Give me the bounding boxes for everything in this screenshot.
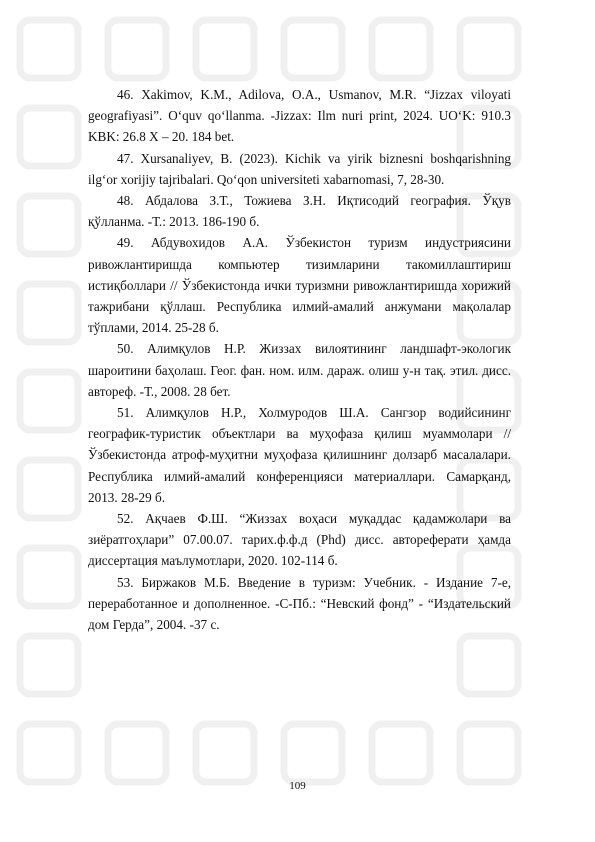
reference-item <box>88 508 511 572</box>
reference-item <box>88 148 511 190</box>
reference-number: 48. <box>117 193 134 209</box>
reference-number: 52. <box>117 511 134 527</box>
reference-number: 46. <box>117 87 134 102</box>
reference-number: 51. <box>117 405 134 421</box>
reference-text: Биржаков М.Б. Введение в туризм: Учебник. - Издание 7-е, переработанное и дополненное. -С-Пб.: “Невский фонд” - “Издательский дом Герда”, 2004. -37 с. <box>88 574 511 633</box>
reference-number: 50. <box>117 341 134 357</box>
reference-text: Xakimov, K.M., Adilova, O.A., Usmanov, M.R. “Jizzax viloyati geografiyasi”. O‘quv qo‘llanma. -Jizzax: Ilm nuri print, 2024. UO‘K: 910.3 KBK: 26.8 X – 20. 184 bet. <box>88 87 511 145</box>
page-number: 109 <box>289 780 306 792</box>
reference-item <box>88 338 511 402</box>
reference-text: Ақчаев Ф.Ш. “Жиззах воҳаси муқаддас қадамжолари ва зиёратгоҳлари” 07.00.07. тарих.ф.ф.д (Phd) дисс. автореферати ҳамда диссертация маълумотлари, 2020. 102-114 б. <box>88 511 512 569</box>
reference-number: 49. <box>117 235 134 251</box>
reference-text: Алимқулов Н.Р., Холмуродов Ш.А. Сангзор водийсининг географик-туристик объектлари ва муҳофаза қилиш муаммолари // Ўзбекистонда атроф-муҳитни муҳофаза қилишнинг долзарб масалалари. Республика илмий-амалий конференцияси материаллари. Самарқанд, 2013. 28-29 б. <box>88 405 512 505</box>
reference-number: 53. <box>117 574 134 590</box>
reference-text: Абдувохидов А.А. Ўзбекистон туризм индустриясини ривожлантиришда компьютер тизимларини такомиллаштириш истиқболлари // Ўзбекистонда ички туризмни ривожлантиришда хорижий тажрибани қўллаш. Республика илмий-амалий анжумани мақолалар тўплами, 2014. 25-28 б. <box>88 235 511 336</box>
reference-number: 47. <box>117 150 134 166</box>
reference-item <box>88 84 511 148</box>
reference-text: Алимқулов Н.Р. Жиззах вилоятининг ландшафт-экологик шароитини баҳолаш. Геог. фан. ном. илм. дараж. олиш у-н тақ. этил. дисс. автореф. -Т., 2008. 28 бет. <box>88 341 511 399</box>
reference-text: Абдалова З.Т., Тожиева З.Н. Иқтисодий география. Ўқув қўлланма. -Т.: 2013. 186-190 б. <box>88 193 511 230</box>
reference-text: Xursanaliyev, B. (2023). Kichik va yirik biznesni boshqarishning ilg‘or xorijiy tajribalari. Qo‘qon universiteti xabarnomasi, 7, 28-30. <box>88 150 512 187</box>
reference-item <box>88 232 511 338</box>
reference-list <box>88 84 511 635</box>
reference-item <box>88 572 511 636</box>
reference-item <box>88 190 511 232</box>
reference-item <box>88 402 511 508</box>
